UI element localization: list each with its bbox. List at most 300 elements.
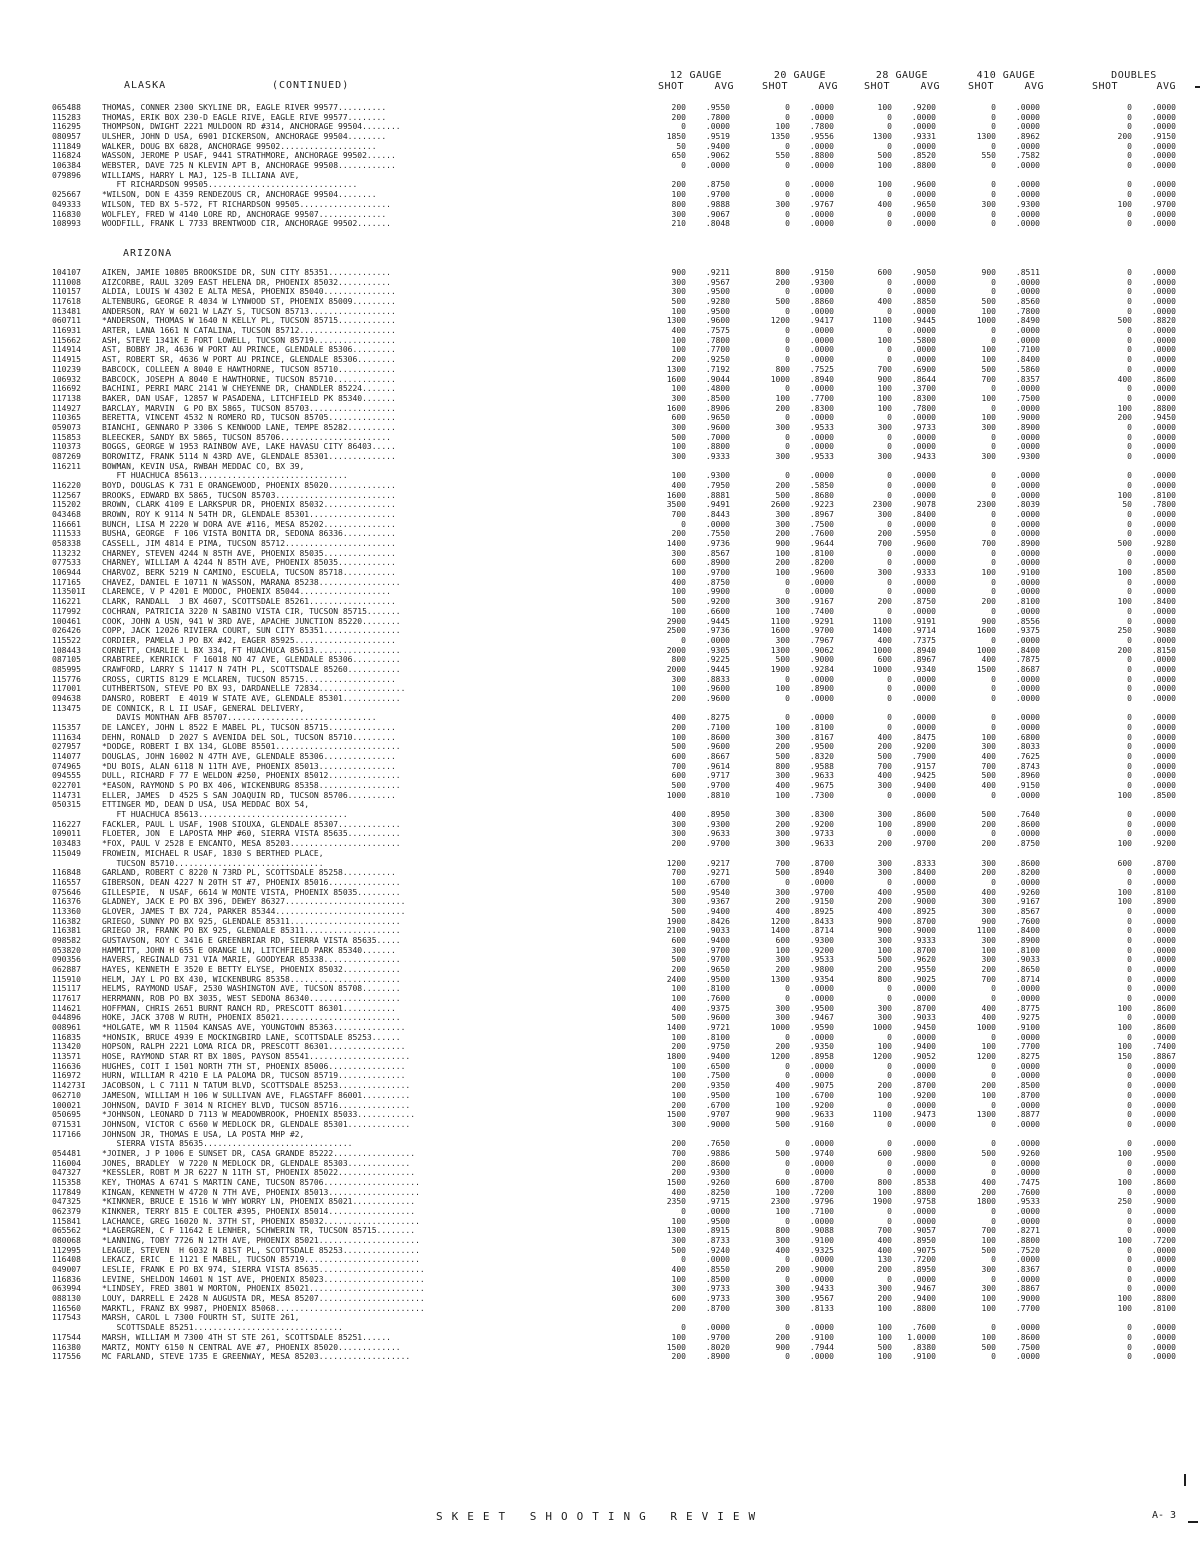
shot-count: 0 bbox=[1127, 442, 1132, 452]
average-value: .9733 bbox=[809, 829, 834, 839]
shot-count: 100 bbox=[1117, 1303, 1132, 1313]
member-id: 116211 bbox=[52, 461, 81, 471]
average-value: .9025 bbox=[911, 974, 936, 984]
shot-count: 0 bbox=[1127, 674, 1132, 684]
shot-count: 0 bbox=[785, 713, 790, 723]
shot-count: 0 bbox=[1127, 277, 1132, 287]
shot-count: 0 bbox=[1127, 606, 1132, 616]
shot-count: 100 bbox=[775, 122, 790, 132]
shot-count: 100 bbox=[671, 1332, 686, 1342]
member-name-address: GIBERSON, DEAN 4227 N 20TH ST #7, PHOENIX 85016............... bbox=[102, 877, 401, 887]
shot-count: 400 bbox=[671, 1265, 686, 1274]
shot-count: 2300 bbox=[770, 1197, 790, 1207]
average-value: .9340 bbox=[911, 664, 936, 674]
shot-count: 500 bbox=[877, 151, 892, 161]
shot-count: 400 bbox=[1117, 374, 1132, 384]
average-value: .0000 bbox=[1151, 810, 1176, 820]
shot-count: 0 bbox=[887, 287, 892, 297]
shot-count: 1850 bbox=[666, 132, 686, 141]
shot-count: 200 bbox=[775, 277, 790, 287]
shot-count: 1400 bbox=[666, 1023, 686, 1032]
shot-count: 0 bbox=[1127, 984, 1132, 994]
shot-count: 400 bbox=[877, 732, 892, 742]
member-id: 062379 bbox=[52, 1207, 81, 1216]
member-name-address: LEKACZ, ERIC E 1121 E MABEL, TUCSON 85719........................ bbox=[102, 1255, 420, 1265]
member-name-address: FT HUACHUCA 85613............................... bbox=[102, 810, 348, 820]
member-id: 071531 bbox=[52, 1119, 81, 1129]
shot-count: 400 bbox=[877, 199, 892, 209]
member-name-address: HAYES, KENNETH E 3520 E BETTY ELYSE, PHOENIX 85032............ bbox=[102, 965, 401, 974]
shot-count: 650 bbox=[671, 151, 686, 161]
shot-count: 100 bbox=[981, 732, 996, 742]
member-name-address: HOKE, JACK 3708 W RUTH, PHOENIX 85021......................... bbox=[102, 1013, 401, 1023]
shot-count: 200 bbox=[671, 693, 686, 703]
shot-count: 0 bbox=[1127, 510, 1132, 519]
average-value: .0000 bbox=[1015, 1139, 1040, 1149]
member-id: 114927 bbox=[52, 403, 81, 413]
member-name-address: HERRMANN, ROB PO BX 3035, WEST SEDONA 86340................... bbox=[102, 994, 401, 1003]
member-id: 110365 bbox=[52, 413, 81, 423]
shot-count: 700 bbox=[671, 868, 686, 878]
average-value: .0000 bbox=[1015, 713, 1040, 723]
shot-count: 0 bbox=[1127, 103, 1132, 112]
member-name-address: CHARVOZ, BERK 5219 N CAMINO, ESCUELA, TUCSON 85718........... bbox=[102, 568, 396, 578]
average-value: .0000 bbox=[911, 306, 936, 316]
shot-count: 1350 bbox=[770, 132, 790, 141]
shot-count: 1200 bbox=[770, 916, 790, 926]
average-value: .8850 bbox=[911, 297, 936, 306]
average-value: .7100 bbox=[1015, 345, 1040, 355]
member-id: 115049 bbox=[52, 848, 81, 858]
member-id: 077533 bbox=[52, 558, 81, 568]
shot-count: 0 bbox=[991, 1352, 996, 1362]
shot-count: 600 bbox=[671, 1294, 686, 1304]
average-value: .9191 bbox=[911, 616, 936, 626]
average-value: .9200 bbox=[911, 742, 936, 752]
average-value: .8500 bbox=[1151, 790, 1176, 800]
shot-count: 300 bbox=[671, 422, 686, 432]
shot-count: 2300 bbox=[976, 500, 996, 510]
average-value: .9500 bbox=[705, 974, 730, 984]
member-id: 116824 bbox=[52, 151, 81, 161]
shot-count: 200 bbox=[877, 597, 892, 607]
shot-count: 0 bbox=[991, 326, 996, 336]
average-value: .9467 bbox=[911, 1284, 936, 1294]
average-value: .0000 bbox=[1151, 1332, 1176, 1342]
average-value: .0000 bbox=[1151, 161, 1176, 171]
member-id: 065562 bbox=[52, 1226, 81, 1236]
average-value: .0000 bbox=[1151, 1323, 1176, 1333]
average-value: .9305 bbox=[705, 645, 730, 655]
member-id: 116661 bbox=[52, 519, 81, 529]
shot-count: 0 bbox=[887, 558, 892, 568]
shot-count: 300 bbox=[981, 742, 996, 752]
member-name-address: GRIEGO JR, FRANK PO BX 925, GLENDALE 85311.................... bbox=[102, 926, 401, 936]
average-value: .8167 bbox=[809, 732, 834, 742]
average-value: .0000 bbox=[1151, 1158, 1176, 1168]
member-id: 027957 bbox=[52, 742, 81, 752]
average-value: .0000 bbox=[911, 481, 936, 490]
average-value: .8600 bbox=[1015, 858, 1040, 868]
member-id: 062887 bbox=[52, 965, 81, 974]
column-header-doubles bbox=[1092, 70, 1176, 92]
shot-count: 1200 bbox=[770, 316, 790, 326]
average-value: .9300 bbox=[809, 277, 834, 287]
shot-count: 0 bbox=[1127, 306, 1132, 316]
average-value: .9000 bbox=[809, 1265, 834, 1274]
shot-count: 200 bbox=[671, 965, 686, 974]
shot-count: 0 bbox=[887, 1119, 892, 1129]
member-name-address: MC FARLAND, STEVE 1735 E GREENWAY, MESA 85203................... bbox=[102, 1352, 411, 1362]
average-value: .8490 bbox=[1015, 316, 1040, 326]
average-value: .0000 bbox=[911, 984, 936, 994]
member-name-address: DANSRO, ROBERT E 4019 W STATE AVE, GLENDALE 85301............ bbox=[102, 693, 401, 703]
shot-count: 250 bbox=[1117, 626, 1132, 636]
member-name-address: WASSON, JEROME P USAF, 9441 STRATHMORE, ANCHORAGE 99502...... bbox=[102, 151, 396, 161]
member-id: 112995 bbox=[52, 1245, 81, 1255]
shot-count: 500 bbox=[775, 752, 790, 761]
average-value: .9550 bbox=[911, 965, 936, 974]
average-value: .8700 bbox=[911, 1081, 936, 1091]
member-name-address: GILLESPIE, N USAF, 6614 W MONTE VISTA, PHOENIX 85035......... bbox=[102, 887, 401, 897]
shot-count: 600 bbox=[775, 935, 790, 945]
average-value: .9556 bbox=[809, 132, 834, 141]
shot-count: 0 bbox=[1127, 732, 1132, 742]
shot-count: 1600 bbox=[666, 490, 686, 500]
shot-count: 0 bbox=[1127, 1158, 1132, 1168]
shot-count: 0 bbox=[1127, 326, 1132, 336]
member-name-address: BROWN, CLARK 4109 E LARKSPUR DR, PHOENIX 85032............... bbox=[102, 500, 396, 510]
average-value: .8900 bbox=[705, 558, 730, 568]
average-value: .0000 bbox=[1015, 1158, 1040, 1168]
shot-count: 0 bbox=[1127, 877, 1132, 887]
avg-label: AVG bbox=[920, 81, 940, 92]
shot-count: 1600 bbox=[666, 403, 686, 413]
average-value: .8271 bbox=[1015, 1226, 1040, 1236]
average-value: .8860 bbox=[809, 297, 834, 306]
average-value: .8550 bbox=[705, 1265, 730, 1274]
average-value: .0000 bbox=[1151, 345, 1176, 355]
member-id: 060711 bbox=[52, 316, 81, 326]
average-value: .0000 bbox=[1015, 432, 1040, 442]
member-name-address: LACHANCE, GREG 16020 N. 37TH ST, PHOENIX 85032.................... bbox=[102, 1216, 420, 1226]
average-value: .0000 bbox=[1151, 209, 1176, 219]
shot-count: 0 bbox=[1127, 965, 1132, 974]
shot-count: 0 bbox=[1127, 548, 1132, 558]
shot-count: 400 bbox=[671, 481, 686, 490]
average-value: .8867 bbox=[1151, 1052, 1176, 1062]
member-id: 058338 bbox=[52, 539, 81, 548]
shot-count: 0 bbox=[1127, 384, 1132, 394]
shot-count: 0 bbox=[785, 112, 790, 122]
average-value: .0000 bbox=[1015, 141, 1040, 151]
average-value: .9333 bbox=[705, 451, 730, 461]
average-value: .8520 bbox=[911, 151, 936, 161]
average-value: .7200 bbox=[1151, 1236, 1176, 1245]
average-value: .7600 bbox=[1015, 1187, 1040, 1197]
average-value: .8900 bbox=[1015, 422, 1040, 432]
shot-count: 500 bbox=[1117, 316, 1132, 326]
average-value: .8833 bbox=[705, 674, 730, 684]
average-value: .0000 bbox=[1015, 490, 1040, 500]
shot-count: 300 bbox=[775, 451, 790, 461]
average-value: .0000 bbox=[911, 209, 936, 219]
member-name-address: ARTER, LANA 1661 N CATALINA, TUCSON 85712.................... bbox=[102, 326, 396, 336]
shot-count: 0 bbox=[887, 471, 892, 481]
member-id: 103483 bbox=[52, 839, 81, 849]
shot-count: 0 bbox=[785, 209, 790, 219]
shot-count: 0 bbox=[887, 190, 892, 200]
member-id: 106932 bbox=[52, 374, 81, 384]
average-value: .0000 bbox=[1015, 1061, 1040, 1071]
average-value: .9200 bbox=[1151, 839, 1176, 849]
shot-count: 200 bbox=[775, 403, 790, 413]
average-value: .6700 bbox=[809, 1090, 834, 1100]
shot-count: 500 bbox=[775, 297, 790, 306]
average-value: .9271 bbox=[705, 868, 730, 878]
average-value: .0000 bbox=[1151, 180, 1176, 190]
shot-count: 0 bbox=[887, 877, 892, 887]
member-id: 117138 bbox=[52, 393, 81, 403]
member-name-address: BABCOCK, JOSEPH A 8040 E HAWTHORNE, TUCSON 85710............. bbox=[102, 374, 396, 384]
average-value: .0000 bbox=[1151, 819, 1176, 829]
average-value: .0000 bbox=[911, 684, 936, 694]
shot-count: 300 bbox=[671, 674, 686, 684]
shot-count: 100 bbox=[877, 161, 892, 171]
average-value: .0000 bbox=[1015, 122, 1040, 132]
average-value: .8500 bbox=[705, 393, 730, 403]
shot-count: 0 bbox=[1127, 781, 1132, 790]
page-number: A- 3 bbox=[1152, 1510, 1177, 1521]
member-name-address: BERETTA, VINCENT 4532 N ROMERO RD, TUCSON 85705.............. bbox=[102, 413, 396, 423]
average-value: .0000 bbox=[911, 1207, 936, 1216]
shot-count: 100 bbox=[671, 306, 686, 316]
average-value: .9700 bbox=[705, 1332, 730, 1342]
average-value: .9325 bbox=[809, 1245, 834, 1255]
shot-count: 0 bbox=[991, 141, 996, 151]
average-value: .0000 bbox=[1151, 752, 1176, 761]
shot-count: 0 bbox=[991, 1100, 996, 1110]
average-value: .8700 bbox=[705, 1303, 730, 1313]
average-value: .3700 bbox=[911, 384, 936, 394]
shot-count: 300 bbox=[775, 1236, 790, 1245]
average-value: .9433 bbox=[809, 1284, 834, 1294]
shot-count: 550 bbox=[775, 151, 790, 161]
shot-count: 0 bbox=[681, 161, 686, 171]
shot-count: 0 bbox=[887, 481, 892, 490]
average-value: .9300 bbox=[705, 1168, 730, 1178]
average-value: .0000 bbox=[1151, 955, 1176, 965]
member-name-address: CLARENCE, V P 4201 E MODOC, PHOENIX 85044................... bbox=[102, 587, 391, 597]
average-value: .7800 bbox=[705, 335, 730, 345]
shot-count: 0 bbox=[785, 219, 790, 229]
average-value: .8900 bbox=[1151, 897, 1176, 907]
average-value: .0000 bbox=[809, 877, 834, 887]
average-value: .9160 bbox=[809, 1119, 834, 1129]
member-id: 111008 bbox=[52, 277, 81, 287]
member-id: 111634 bbox=[52, 732, 81, 742]
member-id: 053820 bbox=[52, 945, 81, 955]
average-value: .0000 bbox=[809, 1255, 834, 1265]
member-name-address: TUCSON 85710............................... bbox=[102, 858, 324, 868]
average-value: .7550 bbox=[705, 529, 730, 539]
shot-count: 700 bbox=[877, 1226, 892, 1236]
shot-count: 700 bbox=[981, 761, 996, 771]
member-name-address: HELM, JAY L PO BX 430, WICKENBURG 85358....................... bbox=[102, 974, 401, 984]
shot-count: 0 bbox=[1127, 994, 1132, 1003]
shot-count: 300 bbox=[671, 209, 686, 219]
average-value: .8800 bbox=[911, 1303, 936, 1313]
member-id: 116636 bbox=[52, 1061, 81, 1071]
member-name-address: BLEECKER, SANDY BX 5865, TUCSON 85706....................... bbox=[102, 432, 391, 442]
average-value: .9067 bbox=[705, 209, 730, 219]
average-value: .8567 bbox=[1015, 906, 1040, 916]
average-value: .7600 bbox=[1015, 916, 1040, 926]
shot-count: 1800 bbox=[666, 1052, 686, 1062]
shot-count: 500 bbox=[981, 771, 996, 781]
average-value: .9350 bbox=[809, 1042, 834, 1052]
average-value: .9100 bbox=[809, 1332, 834, 1342]
member-id: 113501I bbox=[52, 587, 86, 597]
shot-count: 0 bbox=[991, 790, 996, 800]
avg-label: AVG bbox=[1156, 81, 1176, 92]
average-value: .9700 bbox=[705, 190, 730, 200]
member-name-address: CROSS, CURTIS 8129 E MCLAREN, TUCSON 85715................... bbox=[102, 674, 396, 684]
average-value: .9633 bbox=[809, 771, 834, 781]
average-value: .7500 bbox=[809, 519, 834, 529]
shot-count: 0 bbox=[681, 1255, 686, 1265]
average-value: .0000 bbox=[705, 1255, 730, 1265]
average-value: .9740 bbox=[809, 1148, 834, 1158]
average-value: .0000 bbox=[1015, 1323, 1040, 1333]
average-value: .0000 bbox=[1151, 916, 1176, 926]
member-id: 079896 bbox=[52, 170, 81, 180]
shot-count: 200 bbox=[671, 1158, 686, 1168]
average-value: .8150 bbox=[1151, 645, 1176, 655]
average-value: .0000 bbox=[1015, 335, 1040, 345]
shot-count: 500 bbox=[671, 597, 686, 607]
average-value: .0000 bbox=[911, 112, 936, 122]
shot-count: 500 bbox=[877, 752, 892, 761]
member-name-address: THOMAS, CONNER 2300 SKYLINE DR, EAGLE RIVER 99577.......... bbox=[102, 103, 387, 112]
average-value: .0000 bbox=[1151, 616, 1176, 626]
average-value: .9700 bbox=[705, 568, 730, 578]
shot-count: 0 bbox=[887, 548, 892, 558]
shot-count: 0 bbox=[1127, 558, 1132, 568]
member-id: 085995 bbox=[52, 664, 81, 674]
average-value: .9375 bbox=[705, 1003, 730, 1013]
shot-count: 500 bbox=[877, 1342, 892, 1352]
shot-count: 1000 bbox=[770, 1023, 790, 1032]
shot-count: 0 bbox=[887, 1168, 892, 1178]
shot-count: 100 bbox=[671, 345, 686, 355]
average-value: .9000 bbox=[809, 655, 834, 665]
shot-count: 0 bbox=[991, 335, 996, 345]
member-name-address: COPP, JACK 12026 RIVIERA COURT, SUN CITY 85351................ bbox=[102, 626, 401, 636]
average-value: .6700 bbox=[705, 1100, 730, 1110]
average-value: .8900 bbox=[1015, 539, 1040, 548]
average-value: .9200 bbox=[911, 1090, 936, 1100]
member-name-address: ASH, STEVE 1341K E FORT LOWELL, TUCSON 85719................. bbox=[102, 335, 396, 345]
member-id: 117618 bbox=[52, 297, 81, 306]
shot-count: 0 bbox=[1127, 393, 1132, 403]
shot-count: 0 bbox=[1127, 935, 1132, 945]
average-value: .8714 bbox=[809, 926, 834, 936]
member-name-address: DEHN, RONALD D 2027 S AVENIDA DEL SOL, TUCSON 85710......... bbox=[102, 732, 396, 742]
shot-count: 300 bbox=[671, 287, 686, 297]
member-id: 113571 bbox=[52, 1052, 81, 1062]
shot-count: 0 bbox=[991, 529, 996, 539]
average-value: .0000 bbox=[911, 471, 936, 481]
shot-count: 700 bbox=[877, 761, 892, 771]
shot-count: 0 bbox=[887, 693, 892, 703]
average-value: .8962 bbox=[1015, 132, 1040, 141]
member-id: 115283 bbox=[52, 112, 81, 122]
shot-label: SHOT bbox=[968, 81, 995, 92]
average-value: .9300 bbox=[1015, 451, 1040, 461]
shot-count: 100 bbox=[671, 1216, 686, 1226]
average-value: .9033 bbox=[1015, 955, 1040, 965]
shot-count: 2600 bbox=[770, 500, 790, 510]
shot-count: 200 bbox=[775, 1042, 790, 1052]
average-value: .0000 bbox=[1151, 1352, 1176, 1362]
average-value: .0000 bbox=[1151, 693, 1176, 703]
shot-count: 400 bbox=[775, 1245, 790, 1255]
shot-count: 100 bbox=[1117, 403, 1132, 413]
average-value: .9633 bbox=[809, 1110, 834, 1120]
shot-count: 0 bbox=[887, 1158, 892, 1168]
average-value: .0000 bbox=[1151, 1168, 1176, 1178]
average-value: .0000 bbox=[1015, 1274, 1040, 1284]
average-value: .0000 bbox=[911, 674, 936, 684]
average-value: .0000 bbox=[1151, 306, 1176, 316]
shot-count: 200 bbox=[775, 965, 790, 974]
shot-count: 700 bbox=[981, 1226, 996, 1236]
shot-count: 300 bbox=[877, 422, 892, 432]
shot-count: 200 bbox=[775, 558, 790, 568]
average-value: .0000 bbox=[1151, 297, 1176, 306]
average-value: .9062 bbox=[705, 151, 730, 161]
shot-count: 0 bbox=[991, 548, 996, 558]
average-value: .8650 bbox=[1015, 965, 1040, 974]
average-value: .9284 bbox=[809, 664, 834, 674]
shot-count: 0 bbox=[991, 403, 996, 413]
average-value: .8925 bbox=[911, 906, 936, 916]
shot-count: 200 bbox=[877, 1265, 892, 1274]
average-value: .0000 bbox=[809, 1139, 834, 1149]
average-value: .8100 bbox=[1015, 597, 1040, 607]
average-value: .0000 bbox=[911, 713, 936, 723]
average-value: .7700 bbox=[1015, 1042, 1040, 1052]
average-value: .9200 bbox=[809, 819, 834, 829]
member-id: 116408 bbox=[52, 1255, 81, 1265]
shot-label: SHOT bbox=[762, 81, 789, 92]
average-value: .7525 bbox=[809, 364, 834, 374]
shot-count: 1300 bbox=[976, 1110, 996, 1120]
average-value: .8600 bbox=[911, 810, 936, 820]
shot-count: 300 bbox=[877, 451, 892, 461]
shot-count: 300 bbox=[671, 819, 686, 829]
shot-count: 100 bbox=[671, 1274, 686, 1284]
average-value: .9400 bbox=[705, 906, 730, 916]
average-value: .9275 bbox=[1015, 1013, 1040, 1023]
average-value: .9600 bbox=[705, 316, 730, 326]
member-name-address: DE LANCEY, JOHN L 8522 E MABEL PL, TUCSON 85715.............. bbox=[102, 723, 396, 732]
member-name-address: FROWEIN, MICHAEL R USAF, 1830 S BERTHED PLACE, bbox=[102, 848, 324, 858]
average-value: .0000 bbox=[809, 442, 834, 452]
shot-count: 0 bbox=[1127, 1342, 1132, 1352]
average-value: .9223 bbox=[809, 500, 834, 510]
